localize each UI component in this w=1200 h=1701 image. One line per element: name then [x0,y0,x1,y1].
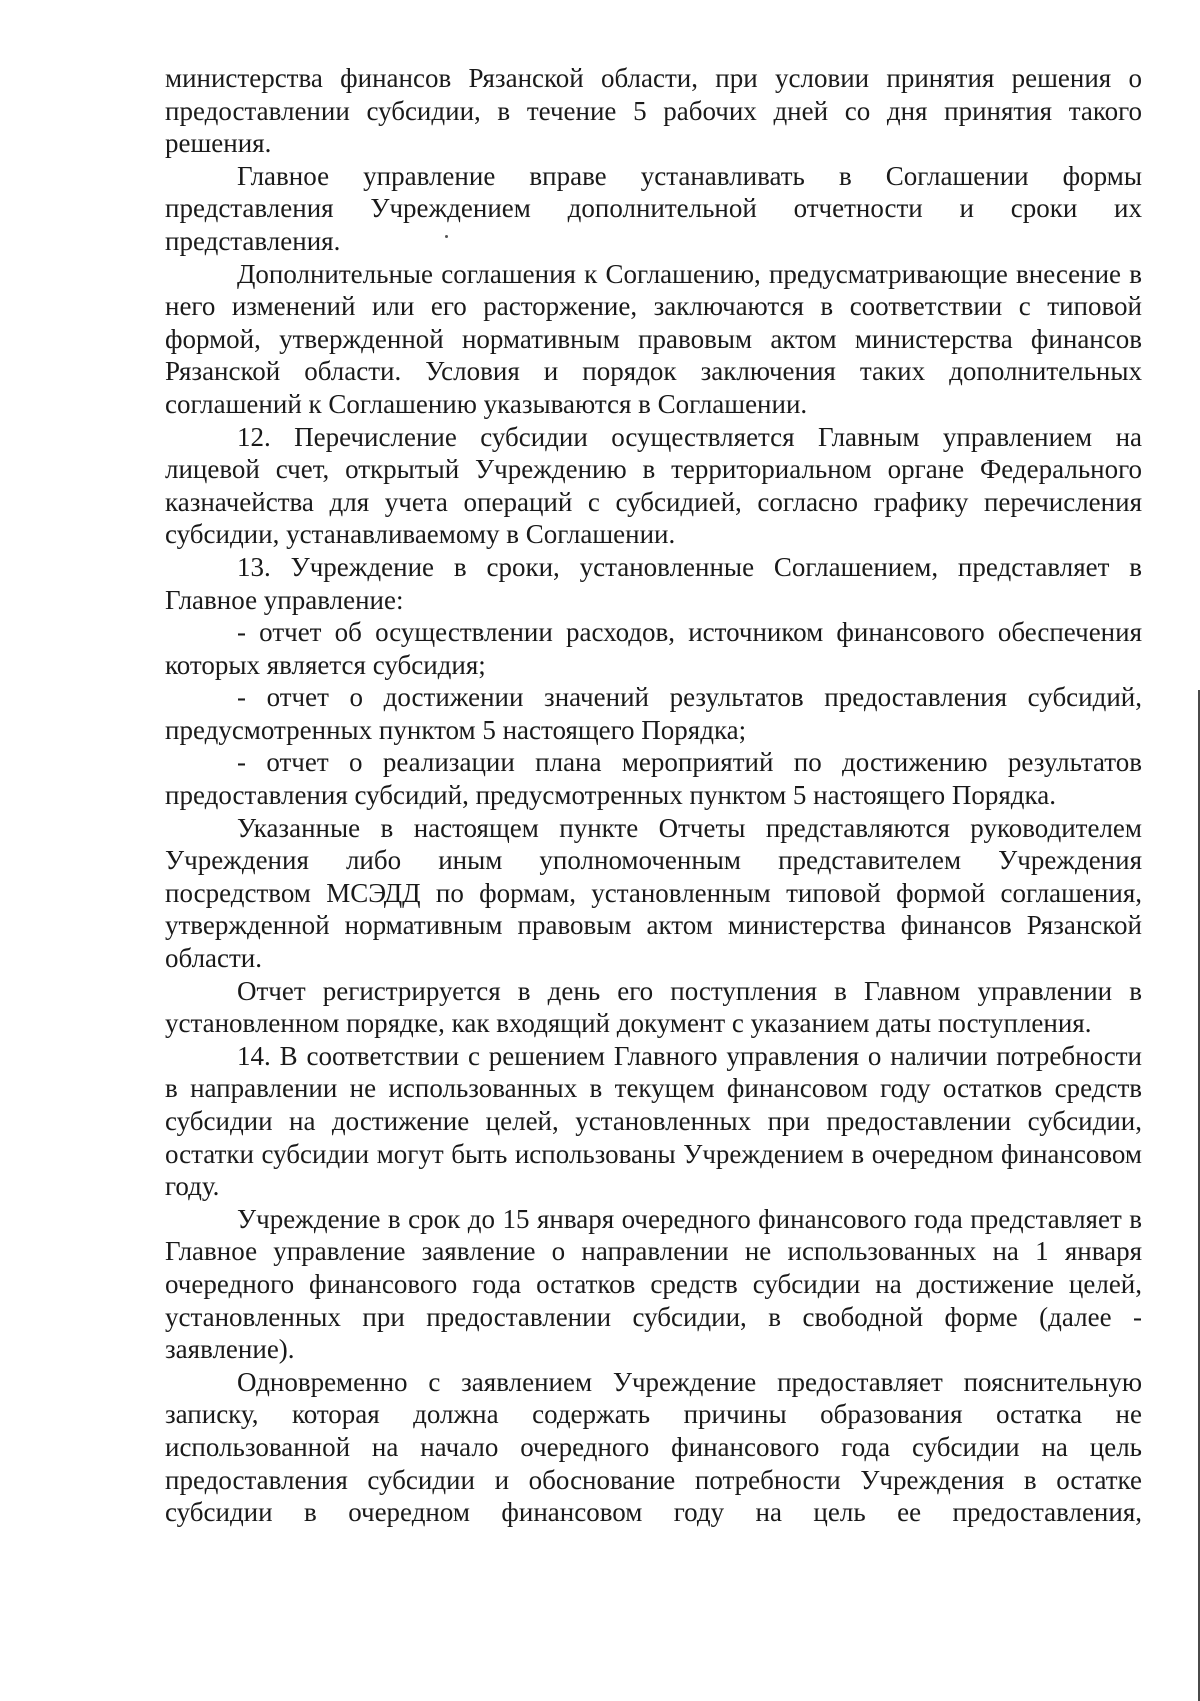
document-body [165,62,1142,1529]
paragraph-additional-agreements: Дополнительные соглашения к Соглашению, предусматривающие внесение в него изменений или его расторжение, заключаются в соответствии с типовой формой, утвержденной нормативным правовым актом министерства финансов Рязанской области. Условия и порядок заключения таких дополнительных соглашений к Соглашению указываются в Соглашении. [165,258,1142,419]
paragraph-item-12: 12. Перечисление субсидии осуществляется Главным управлением на лицевой счет, открытый Учреждению в территориальном органе Федерального казначейства для учета операций с субсидией, согласно графику перечисления субсидии, устанавливаемому в Соглашении. [165,421,1142,550]
list-item-expense-report: - отчет об осуществлении расходов, источником финансового обеспечения которых является субсидия; [165,617,1142,680]
list-item-results-report: - отчет о достижении значений результатов предоставления субсидий, предусмотренных пунктом 5 настоящего Порядка; [165,682,1142,745]
paragraph-report-registration: Отчет регистрируется в день его поступления в Главном управлении в установленном порядке, как входящий документ с указанием даты поступления. [165,975,1142,1039]
paragraph-reports-submission: Указанные в настоящем пункте Отчеты представляются руководителем Учреждения либо иным уполномоченным представителем Учреждения посредством МСЭДД по формам, установленным типовой формой соглашения, утвержденной нормативным правовым актом министерства финансов Рязанской области. [165,812,1142,974]
scan-speck [445,235,448,238]
paragraph-item-14: 14. В соответствии с решением Главного управления о наличии потребности в направлении не использованных в текущем финансовом году остатков средств субсидии на достижение целей, установленных при предоставлении субсидии, остатки субсидии могут быть использованы Учреждением в очередном финансовом году. [165,1040,1142,1202]
paragraph-additional-reporting: Главное управление вправе устанавливать в Соглашении формы представления Учреждением дополнительной отчетности и сроки их представления. [165,160,1142,256]
paragraph-application-deadline: Учреждение в срок до 15 января очередного финансового года представляет в Главное управление заявление о направлении не использованных на 1 января очередного финансового года остатков средств субсидии на достижение целей, установленных при предоставлении субсидии, в свободной форме (далее - заявление). [165,1203,1142,1365]
paragraph-item-13: 13. Учреждение в сроки, установленные Соглашением, представляет в Главное управление: [165,551,1142,615]
list-item-plan-report: - отчет о реализации плана мероприятий по достижению результатов предоставления субсидий, предусмотренных пунктом 5 настоящего Порядка. [165,747,1142,811]
paragraph-continuation: министерства финансов Рязанской области, при условии принятия решения о предоставлении субсидии, в течение 5 рабочих дней со дня принятия такого решения. [165,63,1142,159]
paragraph-explanatory-note: Одновременно с заявлением Учреждение предоставляет пояснительную записку, которая должна содержать причины образования остатка не использованной на начало очередного финансового года субсидии на цель предоставления субсидии и обоснование потребности Учреждения в остатке субсидии в очередном финансовом году на цель ее предоставления, [165,1366,1142,1528]
